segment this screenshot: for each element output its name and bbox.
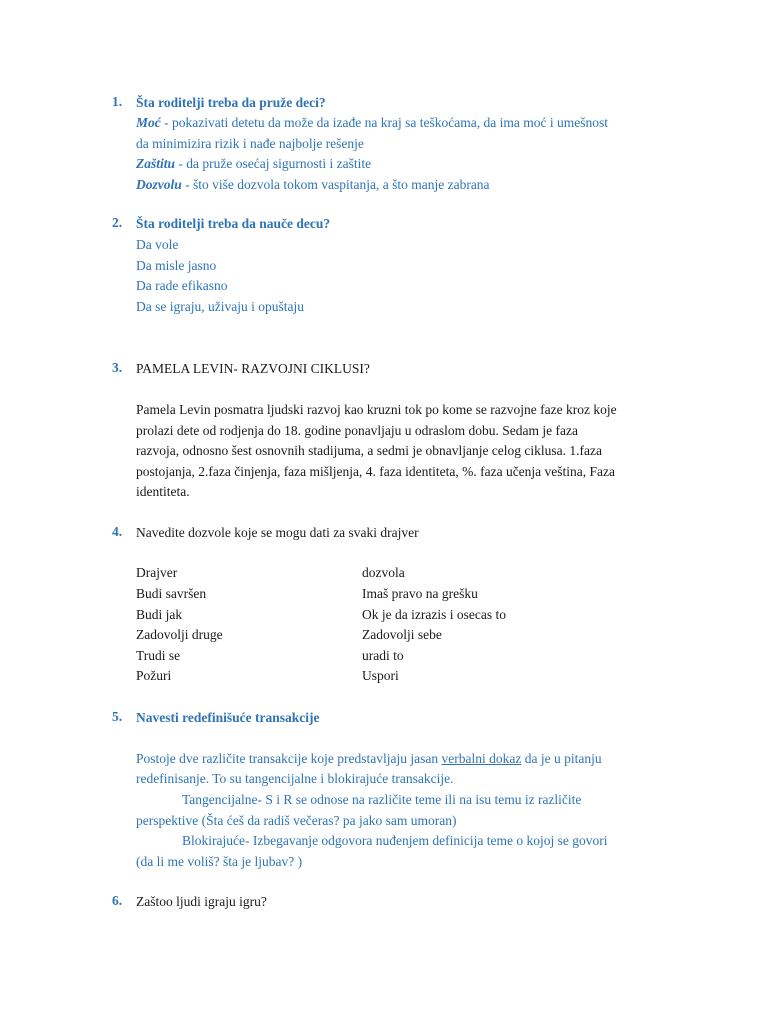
- table-cell: Imaš pravo na grešku: [362, 586, 478, 601]
- table-cell: uradi to: [362, 648, 404, 663]
- answer-line: Tangencijalne- S i R se odnose na različite teme ili na isu temu iz različite: [182, 792, 582, 807]
- table-cell: Zadovolji druge: [136, 627, 223, 642]
- question-number: 2.: [112, 215, 123, 230]
- question-number: 1.: [112, 94, 123, 109]
- answer-line: (da li me voliš? šta je ljubav? ): [136, 854, 303, 869]
- table-cell: Budi jak: [136, 607, 183, 622]
- paragraph-line: Pamela Levin posmatra ljudski razvoj kao kruzni tok po kome se razvojne faze kroz koje: [136, 402, 617, 417]
- question-number: 4.: [112, 524, 123, 539]
- question-number: 3.: [112, 360, 123, 375]
- question-title: PAMELA LEVIN- RAZVOJNI CIKLUSI?: [136, 361, 370, 376]
- table-row: [136, 563, 656, 583]
- question-title: Zaštoo ljudi igraju igru?: [136, 894, 267, 909]
- table-cell: Požuri: [136, 668, 172, 683]
- answer-line: redefinisanje. To su tangencijalne i blokirajuće transakcije.: [136, 771, 454, 786]
- answer-line: Postoje dve različite transakcije koje predstavljaju jasan verbalni dokaz da je u pitanju: [136, 751, 602, 766]
- answer-paragraph: [136, 400, 656, 503]
- verbalni-dokaz-link[interactable]: verbalni dokaz: [441, 751, 522, 766]
- paragraph-line: postojanja, 2.faza činjenja, faza mišljenja, 4. faza identiteta, %. faza učenja veština, Faza: [136, 463, 616, 479]
- table-cell: Ok je da izrazis i osecas to: [362, 607, 506, 622]
- question-title: Navesti redefinišuće transakcije: [136, 710, 320, 725]
- table-cell: dozvola: [362, 565, 405, 580]
- paragraph-line: prolazi dete od rodjenja do 18. godine ponavljaju u odraslom dobu. Sedam je faza: [136, 422, 578, 438]
- table-row: [136, 605, 656, 625]
- table-cell: Drajver: [136, 565, 178, 580]
- table-row: [136, 584, 656, 604]
- answer-zastitu: Zaštitu - da pruže osećaj sigurnosti i zaštite: [136, 156, 372, 171]
- answer-line: perspektive (Šta ćeš da radiš večeras? pa jako sam umoran): [136, 813, 457, 828]
- answer-dozvolu: Dozvolu - što više dozvola tokom vaspitanja, a što manje zabrana: [136, 177, 490, 192]
- paragraph-line: razvoja, odnosno šest osnovnih stadijuma, a sedmi je obnavljanje celog ciklusa. 1.faza: [136, 443, 603, 458]
- list-item: Da misle jasno: [136, 258, 217, 273]
- list-item: Da rade efikasno: [136, 278, 228, 293]
- table-cell: Zadovolji sebe: [362, 627, 442, 642]
- answer-line: Blokirajuće- Izbegavanje odgovora nuđenjem definicija teme o kojoj se govori: [182, 833, 608, 848]
- question-number: 6.: [112, 893, 123, 908]
- paragraph-line: identiteta.: [136, 484, 190, 499]
- list-item: Da se igraju, uživaju i opuštaju: [136, 299, 304, 314]
- question-title: Šta roditelji treba da pruže deci?: [136, 95, 326, 110]
- table-row: [136, 646, 656, 666]
- table-row: [136, 625, 656, 645]
- table-cell: Budi savršen: [136, 586, 207, 601]
- question-number: 5.: [112, 709, 123, 724]
- question-title: Šta roditelji treba da nauče decu?: [136, 216, 331, 231]
- list-item: Da vole: [136, 237, 179, 252]
- table-cell: Uspori: [362, 668, 399, 683]
- answer-moc: Moć - pokazivati detetu da može da izađe na kraj sa teškoćama, da ima moć i umešnost: [136, 115, 608, 130]
- answer-moc-cont: da minimizira rizik i nađe najbolje rešenje: [136, 136, 364, 151]
- table-cell: Trudi se: [136, 648, 181, 663]
- table-row: [136, 666, 656, 686]
- question-title: Navedite dozvole koje se mogu dati za svaki drajver: [136, 525, 419, 540]
